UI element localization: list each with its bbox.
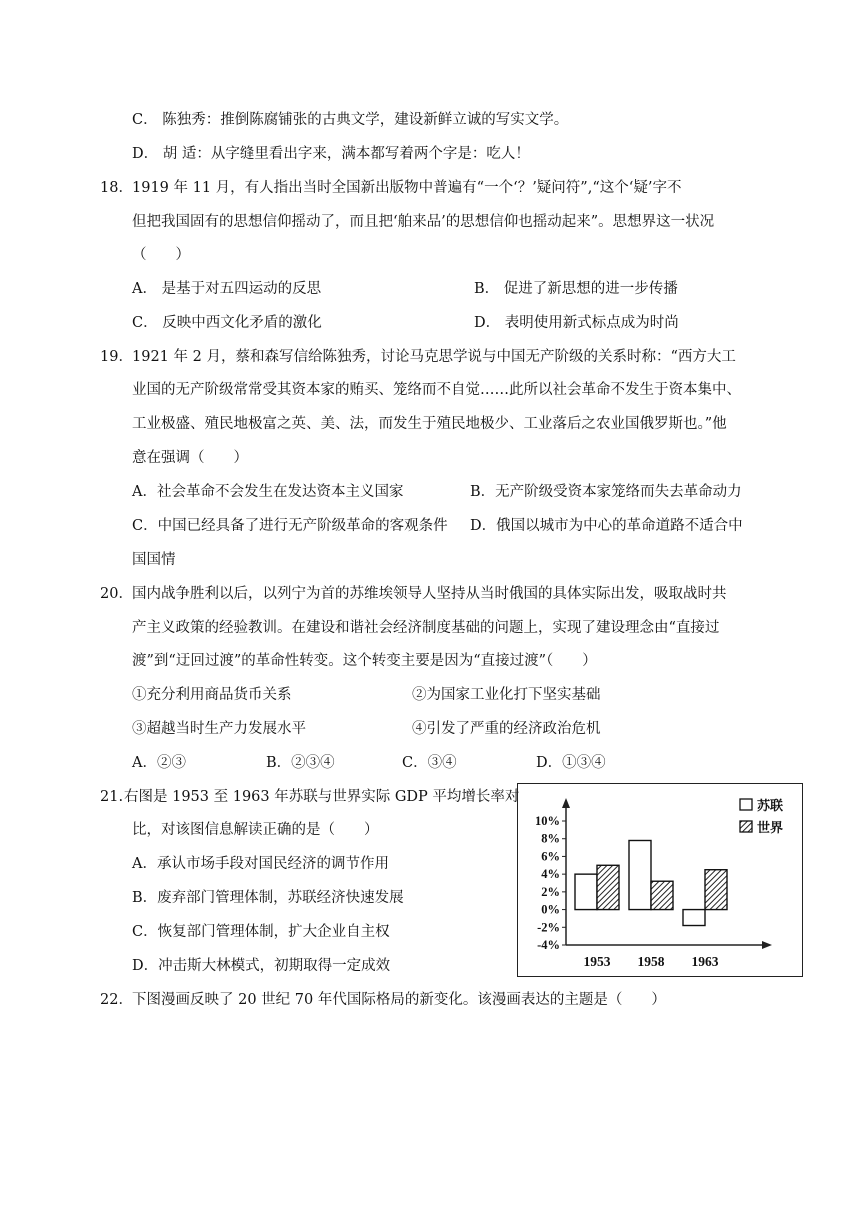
q21-stem-line: 右图是 1953 至 1963 年苏联与世界实际 GDP 平均增长率对 bbox=[124, 789, 520, 805]
q20-item-2: ②为国家工业化打下坚实基础 bbox=[412, 687, 601, 703]
bar-ussr bbox=[575, 874, 597, 909]
y-tick-label: 2% bbox=[541, 884, 560, 899]
q17-option-d: D． 胡 适：从字缝里看出字来，满本都写着两个字是：吃人！ bbox=[132, 146, 530, 162]
q19-stem-line: 1921 年 2 月，蔡和森写信给陈独秀，讨论马克思学说与中国无产阶级的关系时称：“西方大工 bbox=[132, 349, 736, 365]
q20-option-d[interactable]: D．①③④ bbox=[536, 755, 606, 771]
q20-option-b[interactable]: B．②③④ bbox=[266, 755, 335, 771]
q18-stem-line: 但把我国固有的思想信仰摇动了，而且把‘舶来品’的思想信仰也摇动起来”。思想界这一状况 bbox=[132, 214, 715, 230]
x-tick-label: 1963 bbox=[691, 954, 719, 969]
legend-label: 苏联 bbox=[757, 798, 784, 813]
q21-option-d[interactable]: D．冲击斯大林模式，初期取得一定成效 bbox=[132, 958, 391, 974]
legend-swatch bbox=[740, 821, 752, 832]
q18-option-a[interactable]: A． 是基于对五四运动的反思 bbox=[132, 281, 322, 297]
q21-option-a[interactable]: A．承认市场手段对国民经济的调节作用 bbox=[132, 856, 389, 872]
q21-number: 21. bbox=[100, 789, 124, 805]
x-axis-arrow bbox=[762, 941, 772, 949]
q20-item-3: ③超越当时生产力发展水平 bbox=[132, 721, 306, 737]
bar-ussr bbox=[683, 910, 705, 926]
gdp-growth-chart-svg bbox=[518, 784, 802, 976]
q19-option-a[interactable]: A．社会革命不会发生在发达资本主义国家 bbox=[132, 484, 404, 500]
q18-option-c[interactable]: C． 反映中西文化矛盾的激化 bbox=[132, 315, 322, 331]
legend-label: 世界 bbox=[757, 820, 784, 835]
q20-option-a[interactable]: A．②③ bbox=[132, 755, 186, 771]
bar-world bbox=[597, 865, 619, 909]
q19-option-b[interactable]: B．无产阶级受资本家笼络而失去革命动力 bbox=[470, 484, 742, 500]
y-tick-label: 6% bbox=[541, 849, 560, 864]
q18-stem-line: 1919 年 11 月，有人指出当时全国新出版物中普遍有“一个‘？’疑问符”,“这个‘疑’字不 bbox=[132, 180, 682, 196]
bar-world bbox=[651, 881, 673, 909]
bar-world bbox=[705, 870, 727, 910]
q19-option-d-continued: 国国情 bbox=[132, 552, 176, 568]
x-tick-label: 1953 bbox=[583, 954, 611, 969]
q22-stem: 下图漫画反映了 20 世纪 70 年代国际格局的新变化。该漫画表达的主题是（ ） bbox=[132, 992, 666, 1008]
y-tick-label: 10% bbox=[535, 814, 560, 828]
q19-stem-line: 意在强调（ ） bbox=[132, 450, 248, 466]
q20-item-1: ①充分利用商品货币关系 bbox=[132, 687, 292, 703]
q20-stem-line: 国内战争胜利以后，以列宁为首的苏维埃领导人坚持从当时俄国的具体实际出发，吸取战时共 bbox=[132, 586, 727, 602]
q19-stem-line: 工业极盛、殖民地极富之英、美、法，而发生于殖民地极少、工业落后之农业国俄罗斯也。”他 bbox=[132, 416, 727, 432]
y-tick-label: 0% bbox=[541, 902, 560, 917]
q21-option-c[interactable]: C．恢复部门管理体制，扩大企业自主权 bbox=[132, 924, 390, 940]
y-tick-label: -4% bbox=[537, 938, 560, 952]
y-tick-label: -2% bbox=[537, 920, 560, 935]
q18-option-d[interactable]: D． 表明使用新式标点成为时尚 bbox=[474, 315, 679, 331]
q18-number: 18． bbox=[100, 180, 133, 196]
q19-option-d[interactable]: D．俄国以城市为中心的革命道路不适合中 bbox=[470, 518, 743, 534]
bar-ussr bbox=[629, 840, 651, 909]
q20-stem-line: 产主义政策的经验教训。在建设和谐社会经济制度基础的问题上，实现了建设理念由“直接过 bbox=[132, 620, 720, 636]
q20-option-c[interactable]: C．③④ bbox=[402, 755, 457, 771]
y-tick-label: 8% bbox=[541, 831, 560, 846]
gdp-growth-chart bbox=[517, 783, 803, 977]
q20-item-4: ④引发了严重的经济政治危机 bbox=[412, 721, 601, 737]
q19-number: 19． bbox=[100, 349, 133, 365]
q19-option-c[interactable]: C．中国已经具备了进行无产阶级革命的客观条件 bbox=[132, 518, 448, 534]
y-axis-arrow bbox=[562, 798, 570, 808]
q17-option-c: C． 陈独秀：推倒陈腐铺张的古典文学，建设新鲜立诚的写实文学。 bbox=[132, 112, 569, 128]
q22-number: 22． bbox=[100, 992, 133, 1008]
q21-option-b[interactable]: B．废弃部门管理体制，苏联经济快速发展 bbox=[132, 890, 404, 906]
q20-stem-line: 渡”到“迂回过渡”的革命性转变。这个转变主要是因为“直接过渡”（ ） bbox=[132, 653, 597, 669]
q21-stem-line: 比，对该图信息解读正确的是（ ） bbox=[132, 822, 379, 838]
q18-stem-line: （ ） bbox=[132, 247, 190, 263]
q18-option-b[interactable]: B． 促进了新思想的进一步传播 bbox=[474, 281, 678, 297]
x-tick-label: 1958 bbox=[637, 954, 665, 969]
y-tick-label: 4% bbox=[541, 867, 560, 882]
legend-swatch bbox=[740, 799, 752, 810]
q19-stem-line: 业国的无产阶级常常受其资本家的贿买、笼络而不自觉……此所以社会革命不发生于资本集中、 bbox=[132, 382, 741, 398]
q20-number: 20． bbox=[100, 586, 133, 602]
